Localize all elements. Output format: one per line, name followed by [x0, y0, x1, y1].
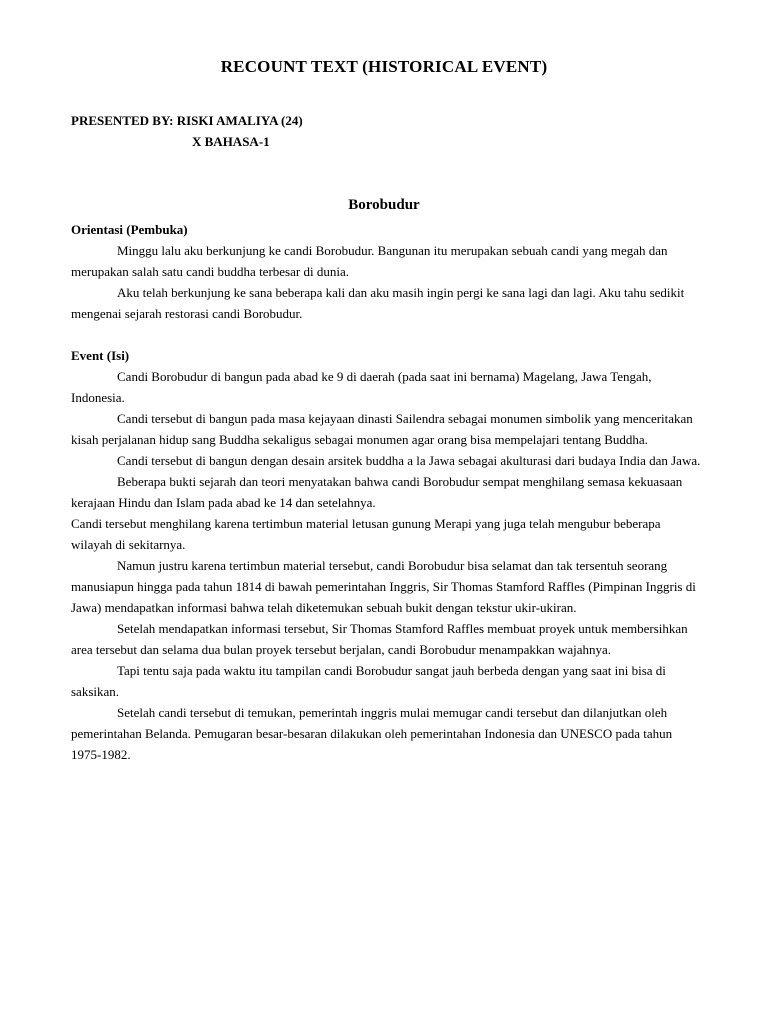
event-paragraph: Setelah candi tersebut di temukan, pemerintah inggris mulai memugar candi tersebut dan dilanjutkan oleh pemerintahan Belanda. Pemugaran besar-besaran dilakukan oleh pemerintahan Indonesia dan UNESCO pada tahun 1975-1982. [71, 705, 673, 762]
event-paragraph: Candi tersebut di bangun pada masa kejayaan dinasti Sailendra sebagai monumen simbolik yang menceritakan kisah perjalanan hidup sang Buddha sekaligus sebagai monumen agar orang bisa mempelajari tentang Buddha. [71, 411, 693, 447]
class-line: X BAHASA-1 [192, 134, 270, 149]
document-body [71, 219, 701, 765]
event-paragraph: Candi tersebut menghilang karena tertimbun material letusan gunung Merapi yang juga telah mengubur beberapa wilayah di sekitarnya. [71, 516, 661, 552]
orientation-paragraph: Minggu lalu aku berkunjung ke candi Borobudur. Bangunan itu merupakan sebuah candi yang megah dan merupakan salah satu candi buddha terbesar di dunia. [71, 243, 668, 279]
document-subtitle: Borobudur [348, 197, 420, 213]
orientation-paragraph: Aku telah berkunjung ke sana beberapa kali dan aku masih ingin pergi ke sana lagi dan lagi. Aku tahu sedikit mengenai sejarah restorasi candi Borobudur. [71, 285, 685, 321]
event-paragraph: Beberapa bukti sejarah dan teori menyatakan bahwa candi Borobudur sempat menghilang semasa kekuasaan kerajaan Hindu dan Islam pada abad ke 14 dan setelahnya. [71, 474, 683, 510]
presenter-line: PRESENTED BY: RISKI AMALIYA (24) [71, 113, 303, 128]
document-title: RECOUNT TEXT (HISTORICAL EVENT) [220, 57, 548, 76]
event-paragraph: Tapi tentu saja pada waktu itu tampilan candi Borobudur sangat jauh berbeda dengan yang saat ini bisa di saksikan. [71, 663, 666, 699]
event-paragraph: Setelah mendapatkan informasi tersebut, Sir Thomas Stamford Raffles membuat proyek untuk membersihkan area tersebut dan selama dua bulan proyek tersebut berjalan, candi Borobudur menampakkan wajahnya. [71, 621, 688, 657]
event-paragraph: Candi Borobudur di bangun pada abad ke 9 di daerah (pada saat ini bernama) Magelang, Jawa Tengah, Indonesia. [71, 369, 652, 405]
event-heading: Event (Isi) [71, 348, 130, 363]
section-spacer [71, 324, 701, 345]
event-paragraph: Namun justru karena tertimbun material tersebut, candi Borobudur bisa selamat dan tak tersentuh seorang manusiapun hingga pada tahun 1814 di bawah pemerintahan Inggris, Sir Thomas Stamford Raffles (Pimpinan Inggris di Jawa) mendapatkan informasi bahwa telah diketemukan sebuah bukit dengan tekstur ukir-ukiran. [71, 558, 696, 615]
event-paragraph: Candi tersebut di bangun dengan desain arsitek buddha a la Jawa sebagai akulturasi dari budaya India dan Jawa. [117, 453, 701, 468]
orientation-heading: Orientasi (Pembuka) [71, 222, 188, 237]
